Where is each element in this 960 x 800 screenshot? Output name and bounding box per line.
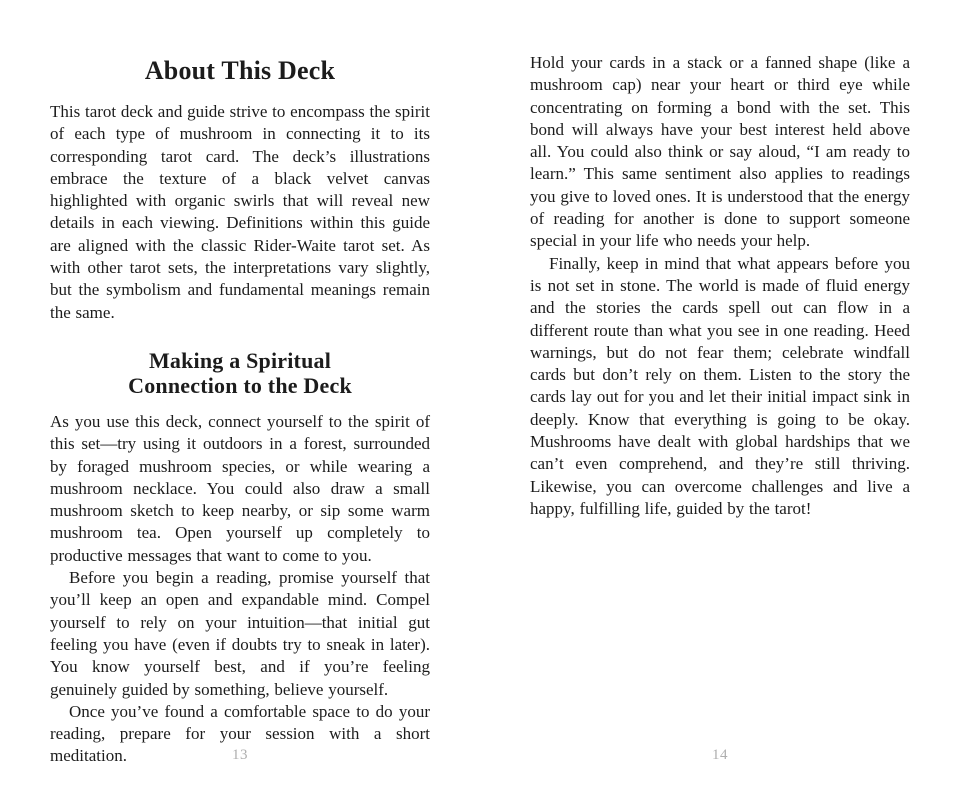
page-left bbox=[50, 0, 430, 800]
paragraph-hold-your-cards: Hold your cards in a stack or a fanned shape (like a mushroom cap) near your heart or third eye while concentrating on forming a bond with the set. This bond will always have your best interest held above all. You could also think or say aloud, “I am ready to learn.” This same sentiment also applies to readings you give to loved ones. It is understood that the energy of reading for another is done to support someone special in your life who needs your help. bbox=[530, 53, 910, 251]
paragraph-deck-intro: This tarot deck and guide strive to encompass the spirit of each type of mushroom in connecting it to its corresponding tarot card. The deck’s illustrations embrace the texture of a black velvet canvas highlighted with organic swirls that will reveal new details in each viewing. Definitions within this guide are aligned with the classic Rider-Waite tarot set. As with other tarot sets, the interpretations vary slightly, but the symbolism and fundamental meanings remain the same. bbox=[50, 102, 430, 322]
page-right bbox=[530, 0, 910, 800]
heading-spiritual-connection bbox=[50, 348, 430, 398]
paragraph-connect-to-spirit: As you use this deck, connect yourself to the spirit of this set—try using it outdoors in a forest, surrounded by foraged mushroom species, or while wearing a mushroom necklace. You could also draw a small mushroom sketch to keep nearby, or sip some warm mushroom tea. Open yourself up completely to productive messages that want to come to you. bbox=[50, 411, 430, 565]
heading-spiritual-connection-line1: Making a Spiritual bbox=[148, 347, 332, 373]
page-number-left: 13 bbox=[232, 747, 248, 763]
paragraph-comfortable-space: Once you’ve found a comfortable space to do your reading, prepare for your session with a short meditation. bbox=[50, 701, 430, 766]
page-number-right: 14 bbox=[712, 747, 728, 763]
paragraph-before-reading: Before you begin a reading, promise yourself that you’ll keep an open and expandable mind. Compel yourself to rely on your intuition—that initial gut feeling you have (even if doubts try to sneak in later). You know yourself best, and if you’re feeling genuinely guided by something, believe yourself. bbox=[50, 568, 430, 699]
heading-spiritual-connection-line2: Connection to the Deck bbox=[128, 372, 352, 398]
heading-about-this-deck: About This Deck bbox=[144, 56, 336, 85]
paragraph-finally-keep-in-mind: Finally, keep in mind that what appears before you is not set in stone. The world is made of fluid energy and the stories the cards spell out can flow in a different route than what you see in one reading. Heed warnings, but do not fear them; celebrate windfall cards but don’t rely on them. Listen to the story the cards lay out for you and let their initial impact sink in deeply. Know that everything is going to be okay. Mushrooms have dealt with global hardships that we can’t even comprehend, and they’re still thriving. Likewise, you can overcome challenges and live a happy, fulfilling life, guided by the tarot! bbox=[530, 253, 910, 518]
